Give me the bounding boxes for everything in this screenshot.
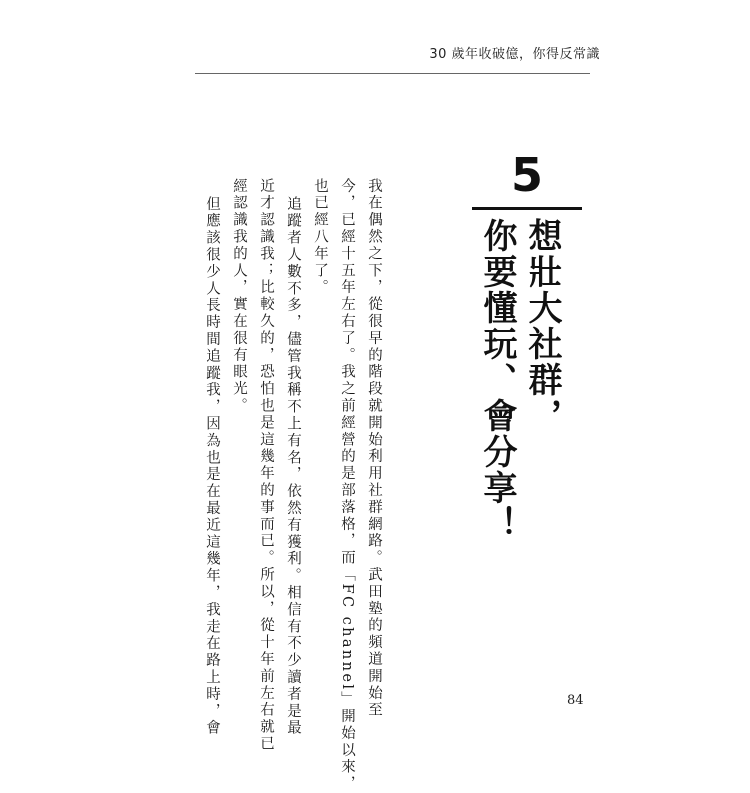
chapter-title-line-1: 想壯大社群， — [522, 218, 562, 434]
chapter-number: 5 — [510, 148, 543, 202]
body-column-5: 近才認識我；比較久的，恐怕也是這幾年的事而已。所以，從十年前左右就已 — [258, 178, 274, 753]
page-number: 84 — [567, 693, 584, 708]
running-header: 30 歲年收破億，你得反常識 — [429, 47, 600, 62]
chapter-title-line-2: 你要懂玩、會分享！ — [477, 218, 517, 542]
chapter-rule — [472, 207, 582, 210]
body-column-1: 我在偶然之下，從很早的階段就開始利用社群網路。武田塾的頻道開始至 — [366, 178, 382, 719]
body-column-4: 追蹤者人數不多，儘管我稱不上有名，依然有獲利。相信有不少讀者是最 — [285, 196, 301, 737]
body-column-2: 今，已經十五年左右了。我之前經營的是部落格，而「FC channel」開始以來， — [339, 178, 355, 793]
body-column-3: 也已經八年了。 — [312, 178, 328, 297]
body-column-7: 但應該很少人長時間追蹤我，因為也是在最近這幾年，我走在路上時，會 — [204, 196, 220, 737]
header-rule — [195, 73, 590, 74]
body-column-6: 經認識我的人，實在很有眼光。 — [231, 178, 247, 415]
